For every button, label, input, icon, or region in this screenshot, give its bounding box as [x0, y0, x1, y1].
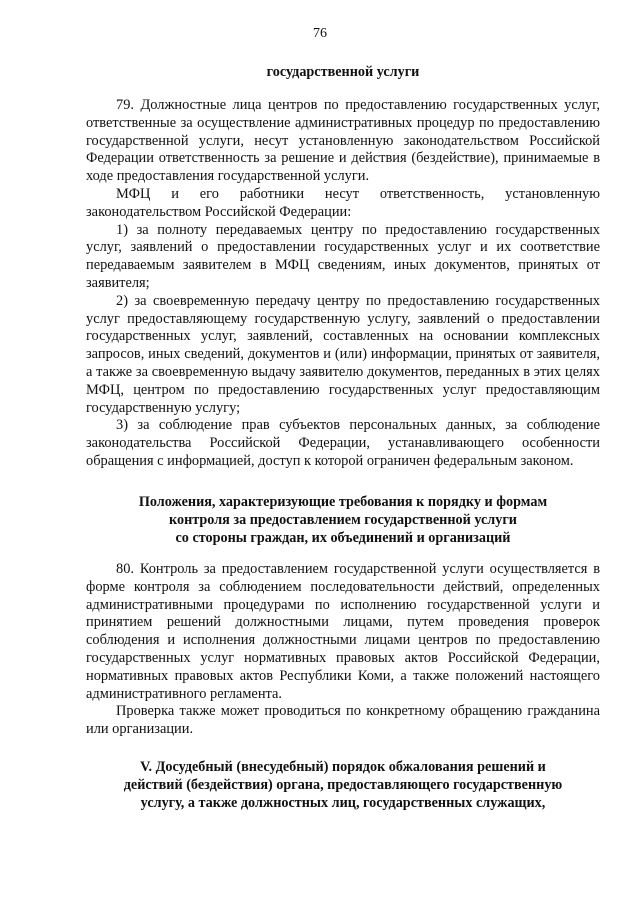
- paragraph: 2) за своевременную передачу центру по предоставлению государственных услуг предоставляющему государственную услугу, заявлений о предоставлении государственных услуг, заявлений, составленных на основании комплексных запросов, иных сведений, документов и (или) информации, принятых от заявителя, а также за своевременную выдачу заявителю документов, переданных в этих целях МФЦ, центром по предоставлению государственных услуг предоставляющим государственную услугу;: [86, 292, 600, 416]
- continued-heading: государственной услуги: [266, 64, 420, 80]
- page-number: 76: [313, 26, 327, 41]
- heading-line: V. Досудебный (внесудебный) порядок обжалования решений и: [140, 759, 546, 775]
- heading-line: Положения, характеризующие требования к порядку и формам: [138, 494, 548, 510]
- heading-line: действий (бездействия) органа, предоставляющего государственную: [123, 777, 563, 793]
- section-80: [86, 561, 600, 739]
- heading-line: со стороны граждан, их объединений и организаций: [175, 530, 511, 546]
- section-heading-control: [86, 493, 600, 547]
- paragraph: МФЦ и его работники несут ответственность, установленную законодательством Российской Федерации:: [86, 185, 600, 220]
- heading-line: контроля за предоставлением государственной услуги: [169, 512, 517, 528]
- paragraph: 79. Должностные лица центров по предоставлению государственных услуг, ответственные за осуществление административных процедур по предоставлению государственной услуги, несут установленную законодательством Российской Федерации ответственность за решение и действия (бездействие), принимаемые в ходе предоставления государственной услуги.: [86, 97, 600, 185]
- chapter-heading-v: [86, 758, 600, 812]
- paragraph: 3) за соблюдение прав субъектов персональных данных, за соблюдение законодательства Российской Федерации, устанавливающего особенности обращения с информацией, доступ к которой ограничен федеральным законом.: [86, 417, 600, 469]
- paragraph: 80. Контроль за предоставлением государственной услуги осуществляется в форме контроля за соблюдением последовательности действий, определенных административными процедурами по исполнению государственной услуги и принятием решений должностными лицами, путем проведения проверок соблюдения и исполнения должностными лицами центров по предоставлению государственных услуг нормативных правовых актов Российской Федерации, нормативных правовых актов Республики Коми, а также положений настоящего административного регламента.: [86, 561, 600, 702]
- heading-line: услугу, а также должностных лиц, государственных служащих,: [140, 795, 546, 811]
- section-79: [86, 97, 600, 471]
- paragraph: Проверка также может проводиться по конкретному обращению гражданина или организации.: [86, 703, 600, 738]
- paragraph: 1) за полноту передаваемых центру по предоставлению государственных услуг, заявлений о предоставлении государственных услуг и их соответствие передаваемым заявителем в МФЦ сведениям, иных документов, принятых от заявителя;: [86, 221, 600, 291]
